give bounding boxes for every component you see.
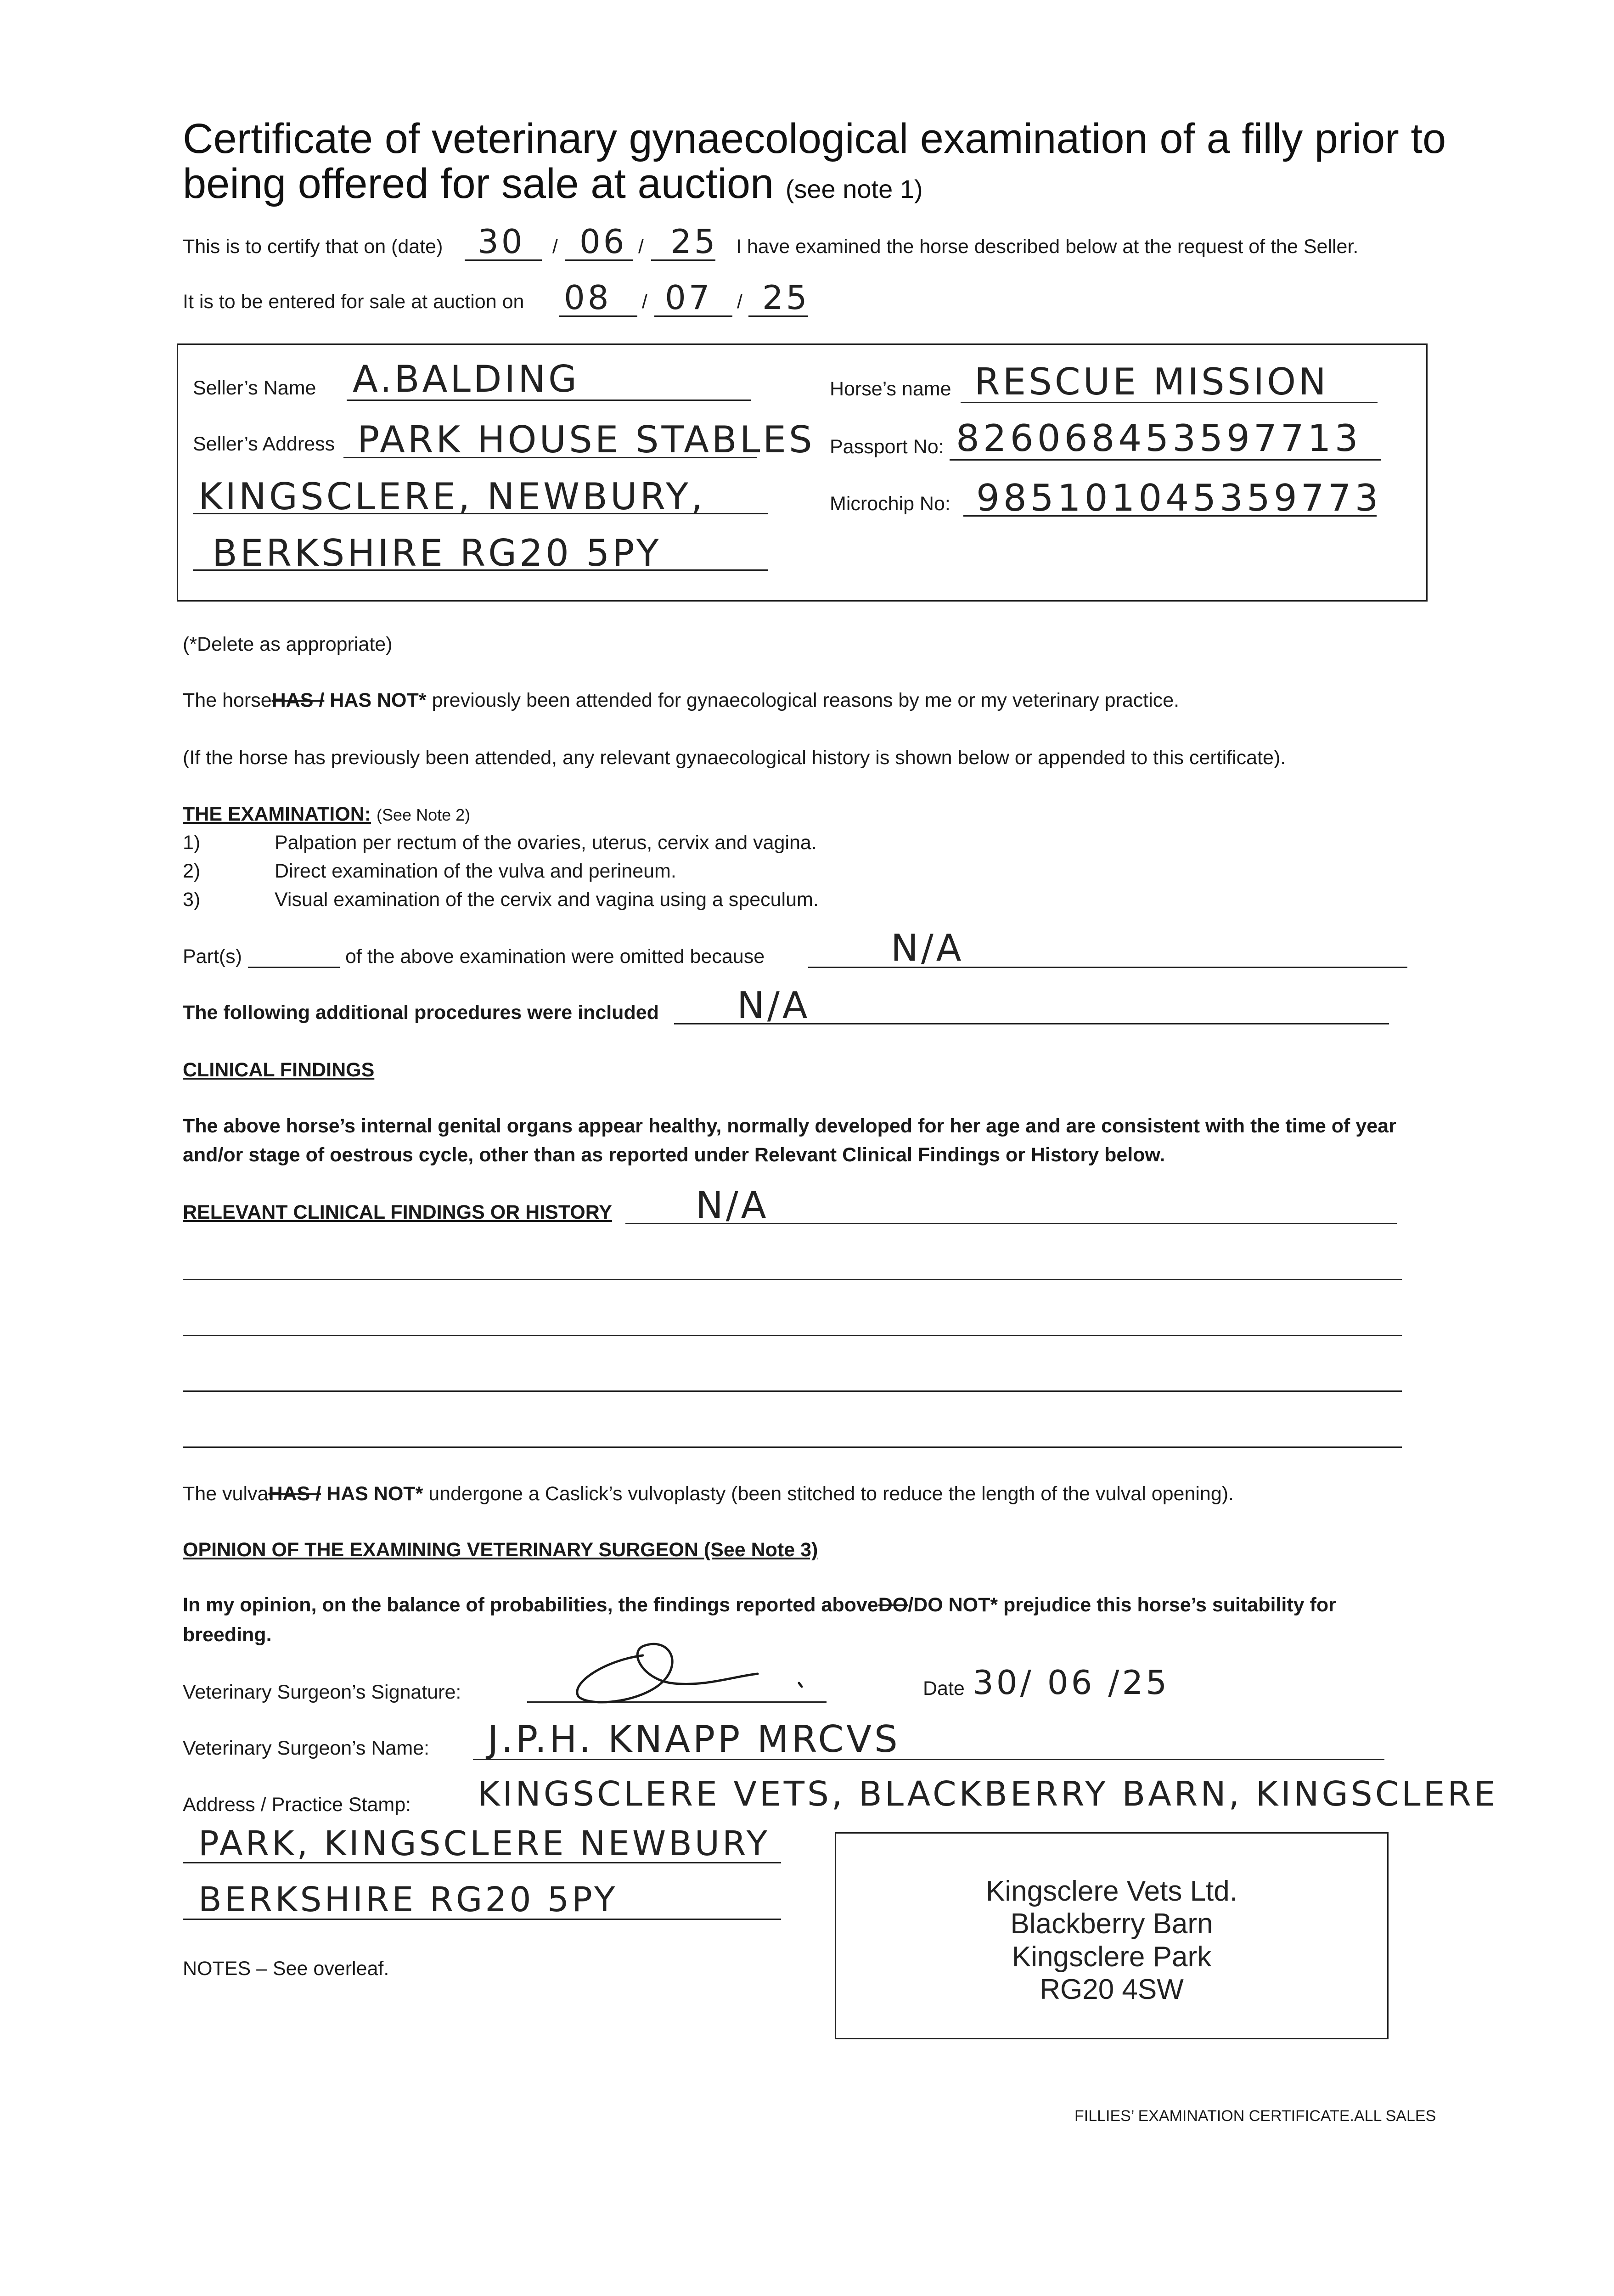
microchip-label: Microchip No: bbox=[830, 493, 950, 515]
certificate-title-main: being offered for sale at auction bbox=[183, 160, 774, 207]
opinion-line1-suffix: /DO NOT* prejudice this horse’s suitability for bbox=[908, 1594, 1336, 1616]
relevant-findings-line2 bbox=[183, 1279, 1402, 1280]
certify-sep2: / bbox=[638, 236, 644, 258]
attended-line bbox=[183, 689, 1179, 713]
stamp-line1: Kingsclere Vets Ltd. bbox=[986, 1875, 1237, 1907]
certificate-title-note: (see note 1) bbox=[785, 174, 923, 203]
opinion-struck-option: DO bbox=[878, 1594, 908, 1616]
clinical-statement-line1: The above horse’s internal genital organs appear healthy, normally developed for her age and are consistent with the time of year bbox=[183, 1115, 1396, 1137]
exam-item-3-text: Visual examination of the cervix and vagina using a speculum. bbox=[275, 889, 819, 911]
date-value: 30/ 06 /25 bbox=[973, 1663, 1170, 1702]
relevant-findings-line5 bbox=[183, 1446, 1402, 1448]
practice-address-line1: KINGSCLERE VETS, BLACKBERRY BARN, KINGSCLERE bbox=[478, 1774, 1498, 1814]
examination-note: (See Note 2) bbox=[377, 805, 471, 824]
practice-address-line2: PARK, KINGSCLERE NEWBURY bbox=[198, 1824, 770, 1863]
auction-sep1: / bbox=[642, 291, 647, 313]
auction-year: 25 bbox=[762, 278, 810, 317]
attended-prefix: The horse bbox=[183, 689, 272, 711]
practice-stamp bbox=[835, 1832, 1389, 2039]
seller-address-label: Seller’s Address bbox=[193, 433, 335, 455]
exam-item-2-num: 2) bbox=[183, 860, 201, 882]
certify-sep1: / bbox=[552, 236, 558, 258]
passport-value: 826068453597713 bbox=[956, 417, 1362, 460]
auction-prefix: It is to be entered for sale at auction on bbox=[183, 291, 524, 313]
opinion-line1-prefix: In my opinion, on the balance of probabilities, the findings reported above bbox=[183, 1594, 878, 1616]
delete-note: (*Delete as appropriate) bbox=[183, 633, 393, 655]
opinion-line1 bbox=[183, 1593, 1336, 1617]
footer-text: FILLIES’ EXAMINATION CERTIFICATE.ALL SALES bbox=[1074, 2107, 1436, 2125]
vulva-prefix: The vulva bbox=[183, 1483, 269, 1505]
relevant-findings-line4 bbox=[183, 1390, 1402, 1392]
exam-item-2-text: Direct examination of the vulva and perineum. bbox=[275, 860, 676, 882]
auction-month: 07 bbox=[665, 278, 713, 317]
practice-address-label: Address / Practice Stamp: bbox=[183, 1794, 411, 1816]
relevant-findings-label: RELEVANT CLINICAL FINDINGS OR HISTORY bbox=[183, 1201, 612, 1223]
seller-address-line2: KINGSCLERE, NEWBURY, bbox=[198, 475, 706, 518]
stamp-line3: Kingsclere Park bbox=[1012, 1941, 1212, 1973]
opinion-heading: OPINION OF THE EXAMINING VETERINARY SURGEON (See Note 3) bbox=[183, 1539, 818, 1561]
horse-name-value: RESCUE MISSION bbox=[974, 360, 1329, 403]
attended-struck-option: HAS / bbox=[271, 689, 325, 711]
microchip-value: 985101045359773 bbox=[976, 477, 1382, 519]
signature-label: Veterinary Surgeon’s Signature: bbox=[183, 1681, 461, 1703]
exam-item-1-num: 1) bbox=[183, 832, 201, 854]
relevant-findings-value: N/A bbox=[696, 1184, 769, 1227]
vulva-suffix: undergone a Caslick’s vulvoplasty (been stitched to reduce the length of the vulval opening). bbox=[428, 1483, 1234, 1505]
seller-name-value: A.BALDING bbox=[353, 358, 579, 400]
certificate-title-line1: Certificate of veterinary gynaecological examination of a filly prior to bbox=[183, 115, 1446, 162]
certify-day: 30 bbox=[478, 222, 525, 261]
vulva-selected-option: HAS NOT* bbox=[326, 1483, 423, 1505]
seller-address-line1: PARK HOUSE STABLES bbox=[357, 418, 815, 461]
certify-year: 25 bbox=[670, 222, 718, 261]
vulva-struck-option: HAS / bbox=[268, 1483, 321, 1505]
certify-suffix: I have examined the horse described below at the request of the Seller. bbox=[736, 236, 1359, 258]
attended-selected-option: HAS NOT* bbox=[330, 689, 427, 711]
relevant-findings-line3 bbox=[183, 1335, 1402, 1336]
parts-reason-value: N/A bbox=[891, 927, 964, 969]
horse-name-label: Horse’s name bbox=[830, 378, 951, 400]
vulva-line bbox=[183, 1482, 1234, 1506]
practice-address-line3: BERKSHIRE RG20 5PY bbox=[198, 1880, 618, 1919]
exam-item-1-text: Palpation per rectum of the ovaries, uterus, cervix and vagina. bbox=[275, 832, 817, 854]
auction-sep2: / bbox=[737, 291, 742, 313]
examination-heading-row bbox=[183, 803, 470, 827]
signature-mark bbox=[551, 1628, 845, 1711]
exam-item-3-num: 3) bbox=[183, 889, 201, 911]
vet-name-value: J.P.H. KNAPP MRCVS bbox=[488, 1718, 900, 1761]
parts-blank-line bbox=[248, 967, 340, 968]
certificate-title-line2 bbox=[183, 161, 923, 207]
stamp-line4: RG20 4SW bbox=[1040, 1973, 1184, 2005]
certify-month: 06 bbox=[579, 222, 627, 261]
clinical-statement-line2: and/or stage of oestrous cycle, other than as reported under Relevant Clinical Findings or History below. bbox=[183, 1144, 1165, 1166]
seller-name-label: Seller’s Name bbox=[193, 377, 316, 399]
clinical-heading: CLINICAL FINDINGS bbox=[183, 1059, 375, 1081]
date-label: Date bbox=[923, 1677, 965, 1699]
seller-address-line3: BERKSHIRE RG20 5PY bbox=[212, 532, 662, 574]
parts-prefix: Part(s) bbox=[183, 945, 242, 968]
auction-day: 08 bbox=[564, 278, 612, 317]
vet-name-label: Veterinary Surgeon’s Name: bbox=[183, 1737, 429, 1759]
additional-value: N/A bbox=[737, 984, 810, 1027]
attended-suffix: previously been attended for gynaecological reasons by me or my veterinary practice. bbox=[432, 689, 1180, 711]
history-note: (If the horse has previously been attended, any relevant gynaecological history is shown below or appended to this certificate). bbox=[183, 747, 1286, 769]
examination-heading: THE EXAMINATION: bbox=[183, 803, 371, 825]
opinion-line2: breeding. bbox=[183, 1624, 272, 1646]
notes-text: NOTES – See overleaf. bbox=[183, 1958, 389, 1980]
parts-middle: of the above examination were omitted because bbox=[345, 945, 765, 968]
passport-label: Passport No: bbox=[830, 436, 944, 458]
additional-label: The following additional procedures were included bbox=[183, 1002, 659, 1024]
stamp-line2: Blackberry Barn bbox=[1010, 1908, 1213, 1940]
certify-prefix: This is to certify that on (date) bbox=[183, 236, 443, 258]
